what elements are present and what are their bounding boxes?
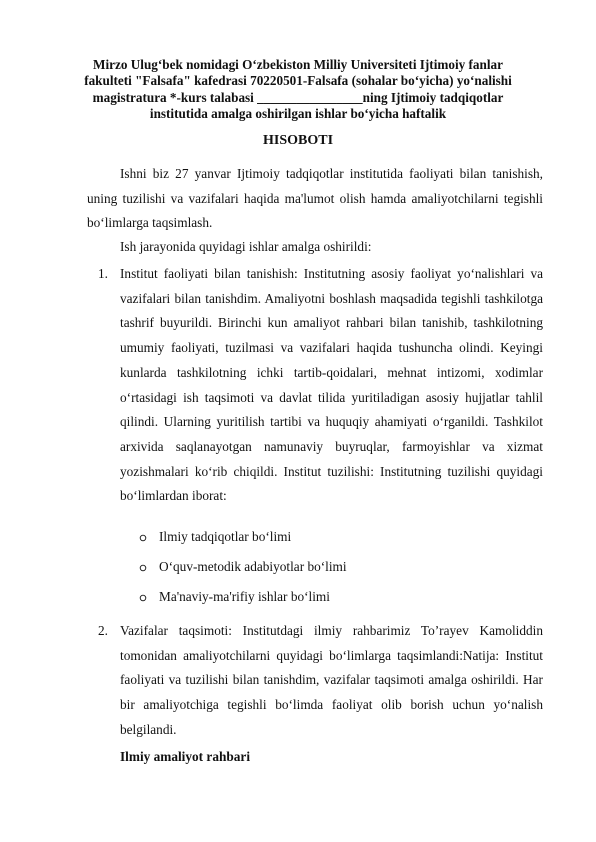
list-item-text: Institut faoliyati bilan tanishish: Institutning asosiy faoliyat yo‘nalishlari va vazifalari bilan tanishdim. Amaliyotni boshlash maqsadida tegishli tashkilotga tashrif buyurildi. Birinchi kun amaliyot rahbari bilan tanishib, tashkilotning umumiy faoliyati, tuzilmasi va vazifalari haqida tushuncha olindi. Keyingi kunlarda tashkilotning ichki tartib-qoidalari, mehnat intizomi, xodimlar o‘rtasidagi ish taqsimoti va davlat tilida yuritiladigan asosiy hujjatlar tahlil qilindi. Ularning yuritilish tartibi va huquqiy ahamiyati o‘rganildi. Tashkilot arxivida saqlanayotgan namunaviy buyruqlar, farmoyishlar va xizmat yozishmalari ko‘rib chiqildi. Institut tuzilishi: Institutning tuzilishi quyidagi bo‘limlardan iborat:: [120, 266, 543, 504]
list-item-text: Vazifalar taqsimoti: Institutdagi ilmiy rahbarimiz To’rayev Kamoliddin tomonidan amaliyotchilarni quyidagi bo‘limlarga taqsimlandi:Natija: Institut faoliyati va tuzilishi bilan tanishdim, vazifalar taqsimoti amalga oshirildi. Har bir amaliyotchiga tegishli bo‘limda faoliyat olib borish uchun yo‘nalish belgilandi.: [120, 623, 543, 737]
intro-paragraph: Ishni biz 27 yanvar Ijtimoiy tadqiqotlar institutida faoliyati bilan tanishish, uning tuzilishi va vazifalari haqida ma'lumot olish hamda amaliyotchilarni tegishli bo‘limlarga taqsimlash.: [87, 166, 543, 230]
document-title: HISOBOTI: [262, 133, 334, 148]
list-item-2: [98, 619, 543, 743]
list-item-number: 1.: [98, 266, 108, 281]
department-item-2: O‘quv-metodik adabiyotlar bo‘limi: [159, 559, 347, 574]
lead-paragraph: Ish jarayonida quyidagi ishlar amalga oshirildi:: [120, 239, 372, 254]
circle-bullet-icon: [139, 534, 147, 542]
signature-label: Ilmiy amaliyot rahbari: [120, 749, 251, 764]
document-header: Mirzo Ulug‘bek nomidagi O‘zbekiston Milliy Universiteti Ijtimoiy fanlar fakulteti "Falsafa" kafedrasi 70220501-Falsafa (sohalar bo‘yicha) yo‘nalishi magistratura *-kurs talabasi ________________ning Ijtimoiy tadqiqotlar institutida amalga oshirilgan ishlar bo‘yicha haftalik: [84, 57, 512, 122]
circle-bullet-icon: [139, 564, 147, 572]
list-item-number: 2.: [98, 623, 108, 638]
circle-bullet-icon: [139, 594, 147, 602]
department-item-1: Ilmiy tadqiqotlar bo‘limi: [159, 529, 292, 544]
list-item-1: [98, 262, 543, 509]
department-item-3: Ma'naviy-ma'rifiy ishlar bo‘limi: [159, 589, 330, 604]
